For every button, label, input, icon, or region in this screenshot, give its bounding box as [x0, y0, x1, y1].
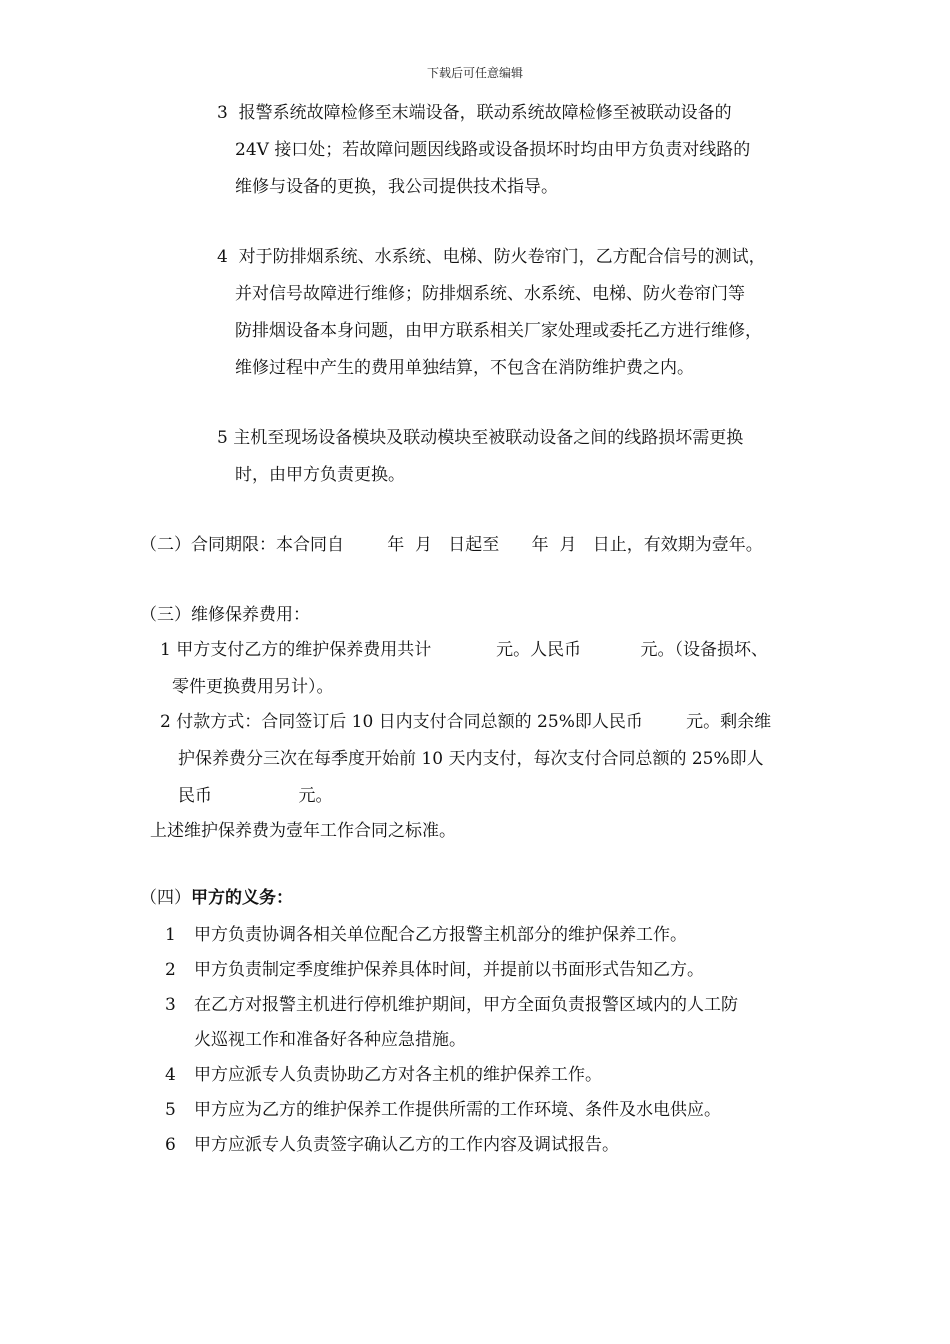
item-4-line-2: 并对信号故障进行维修；防排烟系统、水系统、电梯、防火卷帘门等 — [235, 284, 745, 304]
obligation-text: 在乙方对报警主机进行停机维护期间，甲方全面负责报警区域内的人工防 — [194, 995, 738, 1015]
obligation-number: 5 — [165, 1100, 176, 1120]
item-4-line-4: 维修过程中产生的费用单独结算，不包含在消防维护费之内。 — [235, 358, 694, 378]
obligation-number: 3 — [165, 995, 176, 1015]
fees-line-4: 护保养费分三次在每季度开始前 10 天内支付，每次支付合同总额的 25%即人 — [178, 749, 764, 769]
obligation-number: 1 — [165, 925, 176, 945]
item-4-line-3: 防排烟设备本身问题，由甲方联系相关厂家处理或委托乙方进行维修， — [235, 321, 762, 341]
fees-line-3: 2 付款方式：合同签订后 10 日内支付合同总额的 25%即人民币 元。剩余维 — [160, 712, 772, 732]
item-3-line-2: 24V 接口处；若故障问题因线路或设备损坏时均由甲方负责对线路的 — [235, 140, 751, 160]
obligation-text: 甲方应为乙方的维护保养工作提供所需的工作环境、条件及水电供应。 — [194, 1100, 721, 1120]
item-5-line-2: 时，由甲方负责更换。 — [235, 465, 405, 485]
obligation-text: 甲方负责协调各相关单位配合乙方报警主机部分的维护保养工作。 — [194, 925, 687, 945]
fees-summary: 上述维护保养费为壹年工作合同之标准。 — [150, 821, 456, 841]
item-3-line-1: 3 报警系统故障检修至末端设备，联动系统故障检修至被联动设备的 — [217, 103, 732, 123]
fees-line-1: 1 甲方支付乙方的维护保养费用共计 元。人民币 元。（设备损坏、 — [160, 640, 769, 660]
item-3-line-3: 维修与设备的更换，我公司提供技术指导。 — [235, 177, 558, 197]
obligation-number: 4 — [165, 1065, 176, 1085]
page-header-note: 下载后可任意编辑 — [426, 66, 523, 80]
obligations-heading-prefix: （四） — [140, 888, 191, 908]
fees-heading: （三）维修保养费用： — [140, 605, 310, 625]
item-4-line-1: 4 对于防排烟系统、水系统、电梯、防火卷帘门，乙方配合信号的测试， — [217, 247, 766, 267]
item-5-line-1: 5 主机至现场设备模块及联动模块至被联动设备之间的线路损坏需更换 — [217, 428, 744, 448]
contract-term: （二）合同期限：本合同自 年 月 日起至 年 月 日止，有效期为壹年。 — [140, 535, 763, 555]
obligation-text: 甲方应派专人负责签字确认乙方的工作内容及调试报告。 — [194, 1135, 619, 1155]
fees-line-2: 零件更换费用另计）。 — [172, 677, 334, 697]
obligations-heading — [140, 886, 293, 910]
obligations-heading-title: 甲方的义务： — [191, 888, 293, 908]
obligation-number: 2 — [165, 960, 176, 980]
obligation-text-continued: 火巡视工作和准备好各种应急措施。 — [194, 1030, 466, 1050]
obligation-number: 6 — [165, 1135, 176, 1155]
fees-line-5: 民币 元。 — [178, 786, 333, 806]
obligation-text: 甲方负责制定季度维护保养具体时间，并提前以书面形式告知乙方。 — [194, 960, 704, 980]
obligation-text: 甲方应派专人负责协助乙方对各主机的维护保养工作。 — [194, 1065, 602, 1085]
